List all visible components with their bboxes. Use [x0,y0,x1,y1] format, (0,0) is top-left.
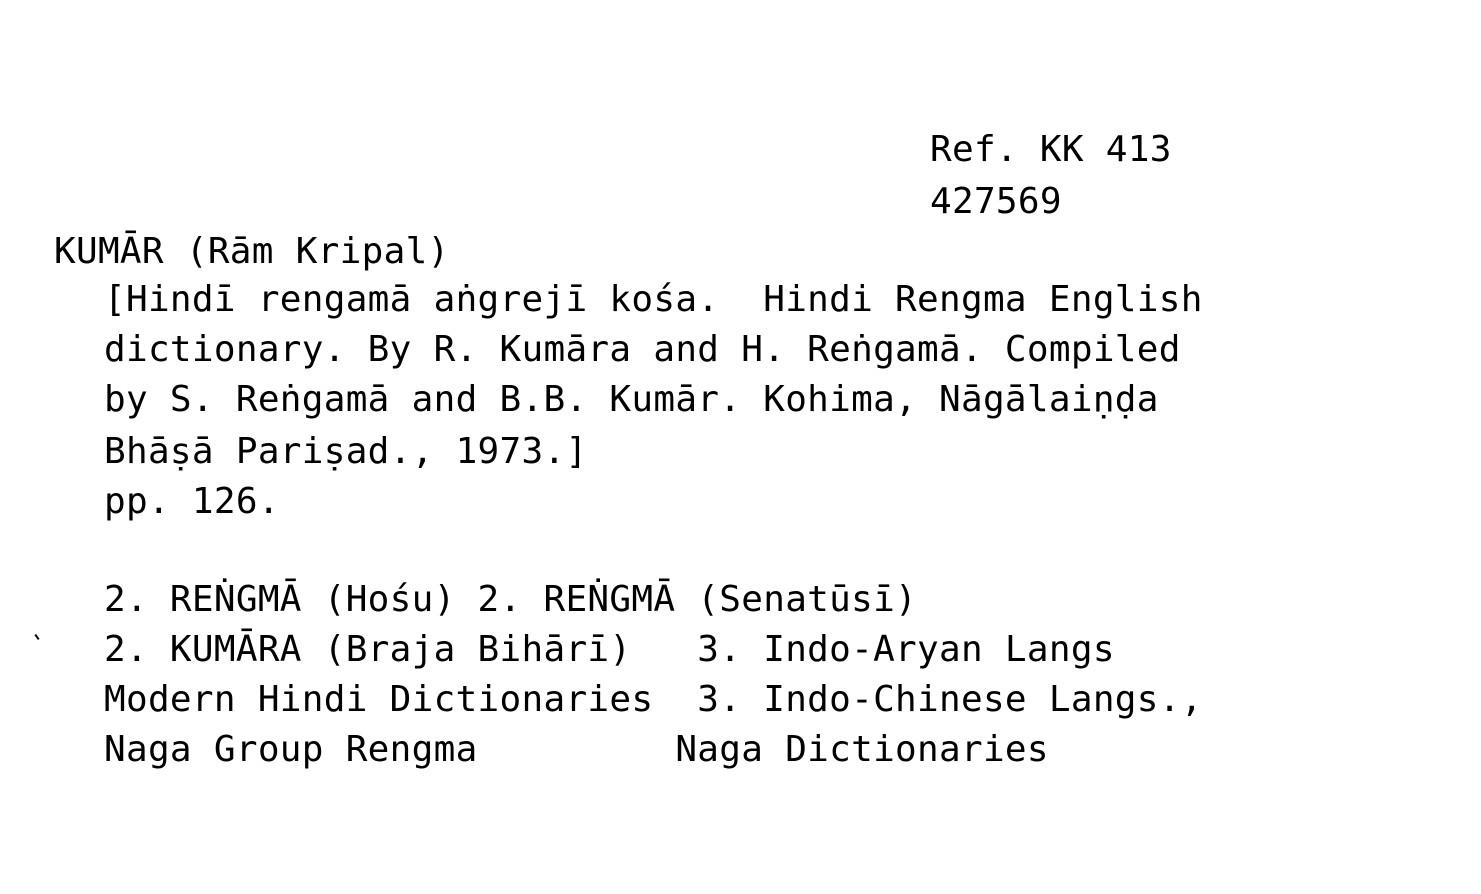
tracing-line-1: 2. REṄGMĀ (Hośu) 2. REṄGMĀ (Senatūsī) [104,579,918,620]
title-line-2: dictionary. By R. Kumāra and H. Reṅgamā. Compiled [104,329,1181,370]
accession-number: 427569 [930,181,1062,222]
title-line-4: Bhāṣā Pariṣad., 1973.] [104,431,588,472]
collation: pp. 126. [104,481,280,522]
tracing-line-4: Naga Group Rengma Naga Dictionaries [104,729,1049,770]
tracing-line-3: Modern Hindi Dictionaries 3. Indo-Chinese Langs., [104,679,1203,720]
ref-call-number: Ref. KK 413 [930,129,1172,170]
tracing-line-2: 2. KUMĀRA (Braja Bihārī) 3. Indo-Aryan Langs [104,629,1115,670]
title-line-1: [Hindī rengamā aṅgrejī kośa. Hindi Rengma English [104,279,1203,320]
stray-mark [34,634,39,640]
main-heading: KUMĀR (Rām Kripal) [54,231,450,272]
title-line-3: by S. Reṅgamā and B.B. Kumār. Kohima, Nāgālaiṇḍa [104,379,1159,420]
